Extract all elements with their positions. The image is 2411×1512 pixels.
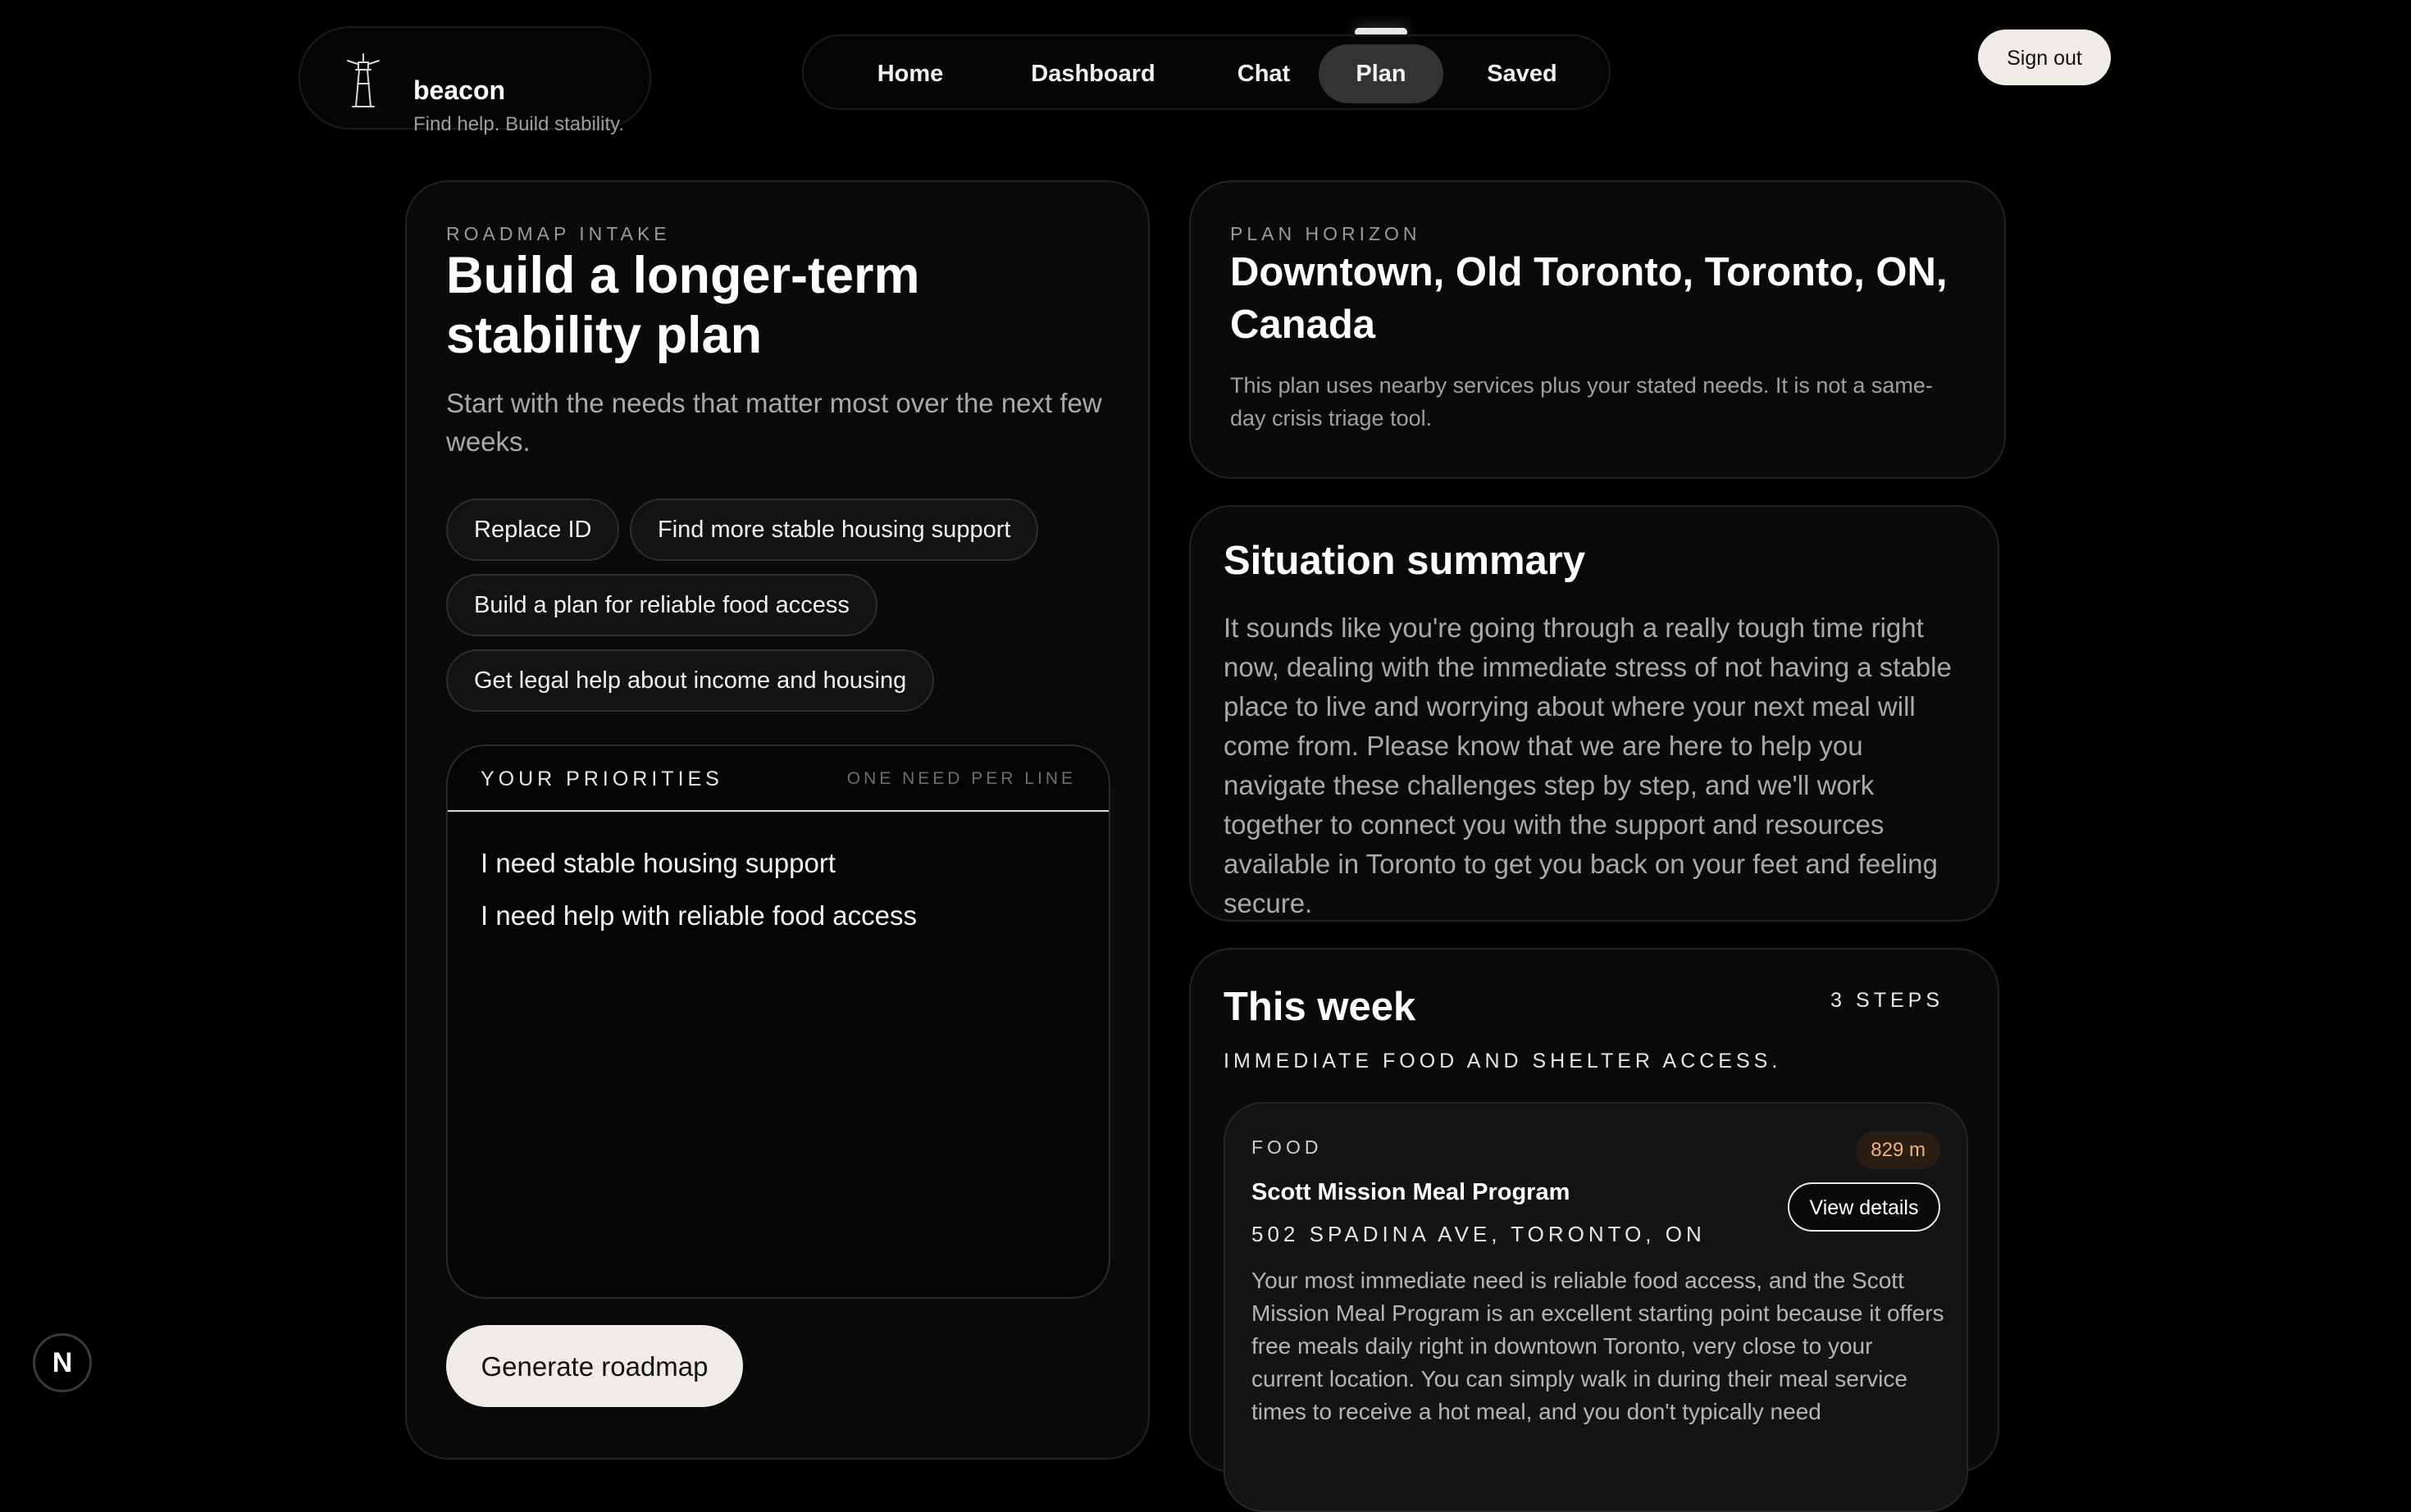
chip-food-access[interactable]: Build a plan for reliable food access xyxy=(446,574,877,636)
situation-summary-card xyxy=(1189,505,1999,922)
nav-chat[interactable]: Chat xyxy=(1237,61,1291,87)
this-week-card xyxy=(1189,948,1999,1473)
summary-title: Situation summary xyxy=(1224,539,1586,583)
service-card xyxy=(1224,1102,1968,1512)
main-nav xyxy=(802,34,1611,110)
horizon-location: Downtown, Old Toronto, Toronto, ON, Canada xyxy=(1230,250,1948,347)
nav-saved[interactable]: Saved xyxy=(1487,61,1557,87)
generate-roadmap-button[interactable]: Generate roadmap xyxy=(446,1325,743,1407)
step-count: 3 STEPS xyxy=(1830,989,1944,1012)
service-description: Your most immediate need is reliable food access, and the Scott Mission Meal Program is an excellent starting point because it offers free meals daily right in downtown Toronto, very close to your current location. You can simply walk in during their meal service times to receive a hot meal, and you don't typically need xyxy=(1251,1268,1944,1424)
nav-dashboard[interactable]: Dashboard xyxy=(1031,61,1155,87)
lighthouse-icon xyxy=(336,52,390,112)
priority-line: I need stable housing support xyxy=(481,848,836,878)
priority-line: I need help with reliable food access xyxy=(481,900,917,931)
chip-replace-id[interactable]: Replace ID xyxy=(446,499,619,561)
distance-badge: 829 m xyxy=(1856,1132,1940,1169)
nav-plan[interactable]: Plan xyxy=(1319,44,1443,103)
plan-horizon-card xyxy=(1189,180,2006,479)
intake-title: Build a longer-term stability plan xyxy=(446,247,920,364)
priorities-header xyxy=(448,746,1109,812)
intake-lead: Start with the needs that matter most over the next few weeks. xyxy=(446,388,1102,457)
service-name: Scott Mission Meal Program xyxy=(1251,1179,1570,1205)
brand-tagline: Find help. Build stability. xyxy=(413,113,625,135)
priorities-textarea[interactable] xyxy=(446,745,1110,1299)
chip-housing-support[interactable]: Find more stable housing support xyxy=(630,499,1038,561)
chip-legal-help[interactable]: Get legal help about income and housing xyxy=(446,649,934,712)
nav-home[interactable]: Home xyxy=(877,61,944,87)
week-subhead: IMMEDIATE FOOD AND SHELTER ACCESS. xyxy=(1224,1050,1782,1073)
service-category: FOOD xyxy=(1251,1136,1323,1158)
dev-tools-badge[interactable]: N xyxy=(33,1333,92,1392)
intake-eyebrow: ROADMAP INTAKE xyxy=(446,223,671,244)
horizon-note: This plan uses nearby services plus your stated needs. It is not a same-day crisis triage tool. xyxy=(1230,373,1933,430)
horizon-eyebrow: PLAN HORIZON xyxy=(1230,223,1421,244)
summary-text: It sounds like you're going through a really tough time right now, dealing with the immediate stress of not having a stable place to live and worrying about where your next meal will come from. Please know that we are here to help you navigate these challenges step by step, and we'll work together to connect you with the support and resources available in Toronto to get you back on your feet and feeling secure. xyxy=(1224,613,1952,918)
brand-name: beacon xyxy=(413,75,506,105)
priorities-hint: ONE NEED PER LINE xyxy=(846,769,1076,788)
service-address: 502 SPADINA AVE, TORONTO, ON xyxy=(1251,1222,1706,1246)
view-details-button[interactable]: View details xyxy=(1788,1182,1940,1232)
brand-card[interactable] xyxy=(299,26,651,135)
priorities-title: YOUR PRIORITIES xyxy=(481,767,723,790)
roadmap-intake-card xyxy=(405,180,1150,1460)
week-title: This week xyxy=(1224,985,1416,1029)
sign-out-button[interactable]: Sign out xyxy=(1978,30,2111,85)
